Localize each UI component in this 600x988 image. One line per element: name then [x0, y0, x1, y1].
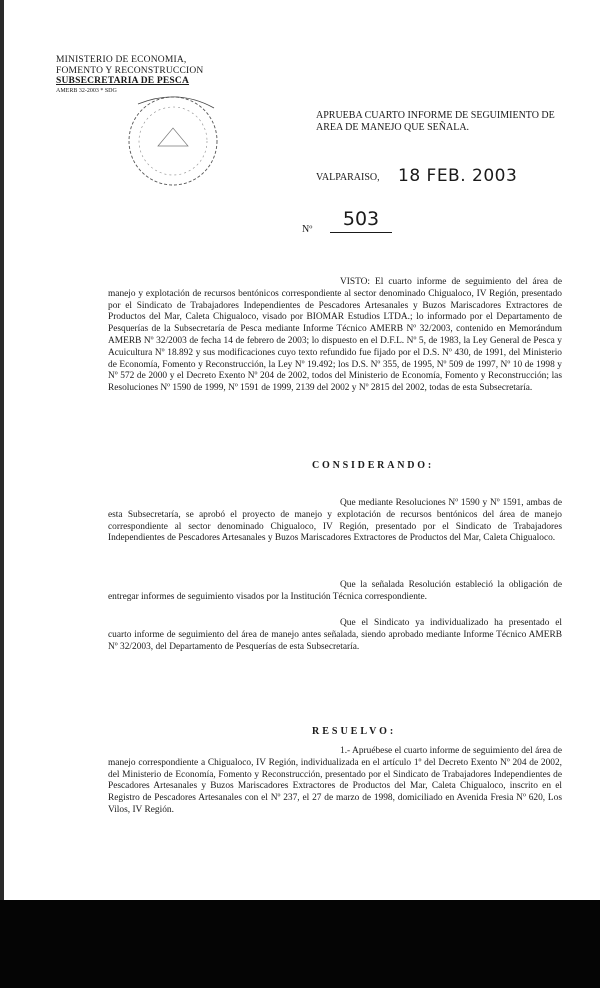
official-seal-icon [118, 86, 228, 196]
resolution-number: 503 [342, 208, 380, 230]
considerando-paragraph-3: Que el Sindicato ya individualizado ha presentado el cuarto informe de seguimiento del área de manejo antes señalada, siendo aprobado mediante Informe Técnico AMERB Nº 32/2003, del Departamento de Pesquerías de esta Subsecretaría. [108, 618, 562, 652]
number-underline [330, 232, 392, 233]
visto-paragraph: VISTO: El cuarto informe de seguimiento del área de manejo y explotación de recursos bentónicos correspondiente al sector denominado Chigualoco, IV Región, presentado por el Sindicato de Trabajadores Independientes de Pescadores Artesanales y Buzos Mariscadores Extractores de Productos del Mar, Caleta Chigualoco, visado por BIOMAR Estudios LTDA.; lo informado por el Departamento de Pesquerías de la Subsecretaría de Pesca mediante Informe Técnico AMERB Nº 32/2003, contenido en Memorándum AMERB Nº 32/2003 de fecha 14 de febrero de 2003; lo dispuesto en el D.F.L. Nº 5, de 1983, la Ley General de Pesca y Acuicultura Nº 18.892 y sus modificaciones cuyo texto refundido fue fijado por el D.S. Nº 430, de 1991, del Ministerio de Economía, Fomento y Reconstrucción, la Ley Nº 19.492; los D.S. Nº 355, de 1995, Nº 509 de 1997, Nº 10 de 1998 y Nº 572 de 2000 y el Decreto Exento Nº 204 de 2002, todos del Ministerio de Economía, Fomento y Reconstrucción; las Resoluciones Nº 1590 de 1999, Nº 1591 de 1999, 2139 del 2002 y Nº 2815 del 2002, todas de esta Subsecretaría. [108, 277, 562, 394]
reference-code: AMERB 32-2003 * SDG [56, 87, 117, 94]
considerando-paragraph-2: Que la señalada Resolución estableció la obligación de entregar informes de seguimiento visados por la Institución Técnica correspondiente. [108, 580, 562, 602]
resuelvo-heading: RESUELVO: [312, 726, 397, 737]
ministry-line-3: SUBSECRETARIA DE PESCA [56, 76, 190, 86]
considerando-paragraph-1: Que mediante Resoluciones Nº 1590 y Nº 1591, ambas de esta Subsecretaría, se aprobó el proyecto de manejo y explotación de recursos bentónicos del área de manejo correspondiente al sector denominado Chigualoco, IV Región, presentado por el Sindicato de Trabajadores Independientes de Pescadores Artesanales y Buzos Mariscadores Extractores de Productos del Mar, Caleta Chigualoco. [108, 498, 562, 544]
resuelvo-paragraph-1: 1.- Apruébese el cuarto informe de seguimiento del área de manejo correspondiente a Chigualoco, IV Región, individualizada en el artículo 1º del Decreto Exento Nº 204 de 2002, del Ministerio de Economía, Fomento y Reconstrucción, presentado por el Sindicato de Trabajadores Independientes de Pescadores Artesanales y Buzos Mariscadores Extractores de Productos del Mar, Caleta Chigualoco, inscrito en el Registro de Pescadores Artesanales con el Nº 237, el 27 de marzo de 1998, domiciliado en Avenida Fresia Nº 620, Los Vilos, IV Región. [108, 746, 562, 815]
number-label: Nº [302, 224, 313, 235]
date-stamp: 18 FEB. 2003 [398, 166, 518, 186]
scan-bottom-band [0, 900, 600, 988]
resolution-subject: APRUEBA CUARTO INFORME DE SEGUIMIENTO DE AREA DE MANEJO QUE SEÑALA. [316, 110, 555, 133]
ministry-line-2: FOMENTO Y RECONSTRUCCION [56, 65, 204, 76]
scan-edge [0, 0, 4, 900]
considerando-heading: CONSIDERANDO: [312, 460, 434, 471]
place: VALPARAISO, [316, 172, 380, 183]
ministry-line-1: MINISTERIO DE ECONOMIA, [56, 55, 187, 65]
